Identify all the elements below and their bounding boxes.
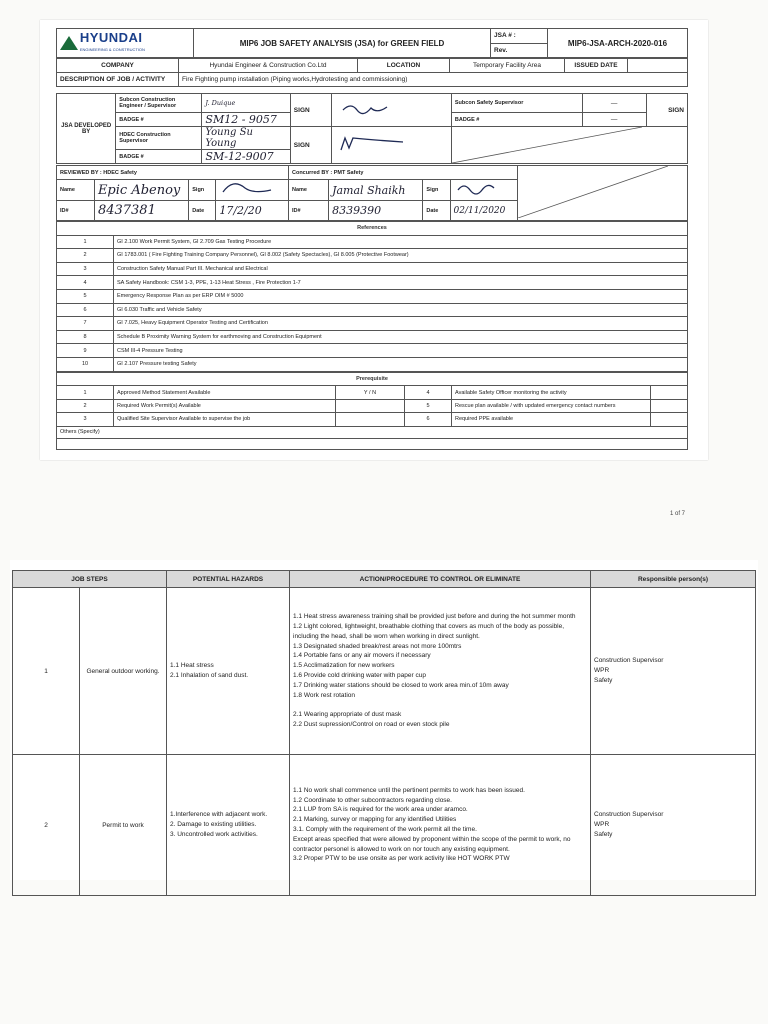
step-name: General outdoor working. [80, 588, 167, 755]
sign-label-3: SIGN [646, 94, 687, 127]
reference-row [57, 262, 688, 276]
action-item: 2.1 LUP from SA is required for the work area under aramco. [293, 806, 468, 814]
concurred-by-label: Concurred BY : PMT Safety [288, 166, 517, 180]
prerequisite-text: Required Work Permit(s) Available [114, 399, 336, 412]
reference-row [57, 357, 688, 371]
job-step-row [13, 588, 756, 755]
hazard-item: 2. Damage to existing utilities. [170, 821, 257, 829]
prerequisite-yn-2 [651, 399, 688, 412]
prerequisite-row [57, 413, 688, 426]
hazards-cell [167, 755, 290, 896]
description-value: Fire Fighting pump installation (Piping works,Hydrotesting and commissioning) [179, 73, 688, 87]
reference-text: Emergency Response Plan as per ERP OIM # 5000 [114, 289, 688, 303]
location-value: Temporary Facility Area [450, 59, 565, 73]
strike-line-2-icon [518, 166, 668, 218]
con-sign-label: Sign [423, 180, 450, 201]
logo [57, 29, 194, 58]
rev-id-label: ID# [57, 201, 95, 221]
reference-number: 10 [57, 357, 114, 371]
prerequisite-text: Approved Method Statement Available [114, 386, 336, 399]
references-table [56, 221, 688, 372]
prerequisite-number: 2 [57, 399, 114, 412]
signature-2-icon [335, 134, 415, 154]
company-value: Hyundai Engineer & Construction Co.Ltd [179, 59, 358, 73]
jsa-number: MIP6-JSA-ARCH-2020-016 [548, 29, 688, 58]
action-item: 1.5 Acclimatization for new workers [293, 662, 395, 670]
reference-row [57, 276, 688, 290]
action-item: 1.3 Designated shaded break/rest areas not more 100mtrs [293, 642, 462, 650]
reference-number: 5 [57, 289, 114, 303]
rev-name: Epic Abenoy [94, 180, 188, 201]
reference-text: Construction Safety Manual Part III. Mechanical and Electrical [114, 262, 688, 276]
others-blank [57, 438, 688, 449]
prerequisite-yn-2 [651, 413, 688, 426]
issued-date-value [628, 59, 688, 73]
action-item: 3.1. Comply with the requirement of the work permit all the time. [293, 826, 477, 833]
rev-sign-label: Sign [189, 180, 216, 201]
reference-text: CSM III-4 Pressure Testing [114, 344, 688, 358]
page-number: 1 of 7 [670, 511, 686, 517]
sign-label-2: SIGN [290, 127, 331, 164]
subcon-engineer-name: J. Duique [202, 94, 290, 113]
reference-number: 2 [57, 249, 114, 263]
review-empty [517, 166, 687, 221]
developed-by-table [56, 93, 688, 164]
action-item [293, 700, 587, 710]
company-label: COMPANY [57, 59, 179, 73]
signature-1 [332, 94, 452, 127]
step-number: 1 [13, 588, 80, 755]
actions-cell [290, 755, 591, 896]
rev-date-label: Date [189, 201, 216, 221]
badge-label-2: BADGE # [116, 150, 202, 164]
con-name: Jamal Shaikh [329, 180, 423, 201]
prerequisite-yn: Y / N [336, 386, 405, 399]
rev-id: 8437381 [94, 201, 188, 221]
page-2 [10, 560, 758, 880]
prerequisite-text-2: Available Safety Officer monitoring the activity [452, 386, 651, 399]
hazard-item: 1.Interference with adjacent work. [170, 811, 268, 819]
action-item: 1.7 Drinking water stations should be closed to work area min.of 10m away [293, 681, 509, 689]
badge-2: SM-12-9007 [202, 150, 290, 164]
reference-row [57, 235, 688, 249]
reference-text: Schedule B Proximity Warning System for earthmoving and Construction Equipment [114, 330, 688, 344]
action-item: 1.2 Light colored, lightweight, breathable clothing that covers as much of the body as possible, including the head, shall be worn when working in direct sunlight. [293, 623, 564, 640]
col-hazards: POTENTIAL HAZARDS [167, 571, 290, 588]
con-signature-icon [454, 180, 504, 198]
subcon-safety-label: Subcon Safety Supervisor [451, 94, 582, 113]
logo-text: HYUNDAI [79, 29, 143, 45]
col-actions: ACTION/PROCEDURE TO CONTROL OR ELIMINATE [290, 571, 591, 588]
con-date: 02/11/2020 [450, 201, 517, 221]
header-table [56, 28, 688, 58]
con-signature [450, 180, 517, 201]
hazard-item: 2.1 Inhalation of sand dust. [170, 672, 249, 679]
prerequisite-number-2: 6 [405, 413, 452, 426]
reference-number: 1 [57, 235, 114, 249]
step-number: 2 [13, 755, 80, 896]
action-item: 3.2 Proper PTW to be use onsite as per work activity like HOT WORK PTW [293, 855, 510, 863]
prerequisite-number-2: 4 [405, 386, 452, 399]
reference-number: 9 [57, 344, 114, 358]
location-label: LOCATION [358, 59, 450, 73]
empty-block [451, 127, 687, 164]
reference-text: GI 2.107 Pressure testing Safety [114, 357, 688, 371]
reference-text: GI 1783.001 ( Fire Fighting Training Company Personnel), GI 8.002 (Safety Spectacles), GI 8.005 (Protective Footwear) [114, 249, 688, 263]
reviewed-by-label: REVIEWED BY : HDEC Safety [57, 166, 289, 180]
prerequisite-text-2: Rescue plan available / with updated emergency contact numbers [452, 399, 651, 412]
hdec-supervisor-label: HDEC Construction Supervisor [116, 127, 202, 150]
prerequisite-number: 3 [57, 413, 114, 426]
jsa-number-label: JSA # : [491, 29, 548, 44]
reference-row [57, 344, 688, 358]
action-item: 2.1 Wearing appropriate of dust mask [293, 711, 402, 719]
responsible-cell [591, 588, 756, 755]
responsible-item: WPR [594, 667, 610, 675]
col-responsible: Responsible person(s) [591, 571, 756, 588]
action-item: 1.1 Heat stress awareness training shall be provided just before and during the hot summer month [293, 613, 576, 621]
reference-number: 3 [57, 262, 114, 276]
step-name: Permit to work [80, 755, 167, 896]
responsible-item: Construction Supervisor [594, 811, 664, 819]
rev-signature [216, 180, 289, 201]
reference-row [57, 289, 688, 303]
hazard-item: 1.1 Heat stress [170, 662, 214, 670]
others-specify: Others (Specify) [57, 426, 688, 438]
prerequisite-title: Prerequisite [57, 373, 688, 386]
signature-1-icon [335, 101, 395, 117]
con-id: 8339390 [329, 201, 423, 221]
reference-text: GI 2.100 Work Permit System, GI 2.709 Gas Testing Procedure [114, 235, 688, 249]
prerequisite-row [57, 399, 688, 412]
con-name-label: Name [288, 180, 328, 201]
hazards-cell [167, 588, 290, 755]
reference-text: GI 7.025, Heavy Equipment Operator Testing and Certification [114, 317, 688, 331]
subcon-engineer-label: Subcon Construction Engineer / Supervisor [116, 94, 202, 113]
sign-label-1: SIGN [290, 94, 331, 127]
page-1 [40, 20, 708, 460]
prerequisite-table [56, 372, 688, 450]
hdec-supervisor-name: Young Su Young [202, 127, 290, 150]
job-steps-table [12, 570, 756, 896]
rev-date: 17/2/20 [216, 201, 289, 221]
signature-2 [332, 127, 452, 164]
responsible-item: Safety [594, 830, 613, 838]
prerequisite-text-2: Required PPE available [452, 413, 651, 426]
reference-number: 8 [57, 330, 114, 344]
responsible-item: Safety [594, 676, 613, 684]
prerequisite-yn [336, 399, 405, 412]
reference-text: GI 6.030 Traffic and Vehicle Safety [114, 303, 688, 317]
con-date-label: Date [423, 201, 450, 221]
reference-number: 4 [57, 276, 114, 290]
reference-number: 6 [57, 303, 114, 317]
reference-row [57, 317, 688, 331]
action-item: Except areas specified that were allowed by proponent within the scope of the permit to work, no contractor personel is allowed to work on nor touch any existing equipment. [293, 835, 571, 853]
company-table [56, 58, 688, 87]
rev-label: Rev. [491, 43, 548, 58]
responsible-cell [591, 755, 756, 896]
responsible-item: Construction Supervisor [594, 657, 664, 665]
responsible-item: WPR [594, 821, 610, 829]
strike-line-icon [452, 127, 642, 163]
hyundai-logo-icon [60, 36, 78, 50]
prerequisite-yn-2 [651, 386, 688, 399]
badge-3-value: — [582, 113, 646, 127]
action-item: 1.8 Work rest rotation [293, 691, 356, 699]
job-step-row [13, 755, 756, 896]
action-item: 1.6 Provide cold drinking water with paper cup [293, 672, 426, 679]
subcon-safety-value: — [582, 94, 646, 113]
actions-cell [290, 588, 591, 755]
action-item: 1.2 Coordinate to other subcontractors regarding close. [293, 796, 452, 804]
description-label: DESCRIPTION OF JOB / ACTIVITY [57, 73, 179, 87]
action-item: 1.4 Portable fans or any air movers if necessary [293, 652, 431, 660]
action-item: 1.1 No work shall commence until the pertinent permits to work has been issued. [293, 786, 525, 794]
prerequisite-number-2: 5 [405, 399, 452, 412]
reference-number: 7 [57, 317, 114, 331]
prerequisite-row [57, 386, 688, 399]
prerequisite-yn [336, 413, 405, 426]
badge-1: SM12 - 9057 [202, 113, 290, 127]
reference-text: SA Safety Handbook: CSM 1-3, PPE, 1-13 Heat Stress , Fire Protection 1-7 [114, 276, 688, 290]
rev-name-label: Name [57, 180, 95, 201]
reference-row [57, 330, 688, 344]
logo-sub: ENGINEERING & CONSTRUCTION [79, 46, 145, 52]
prerequisite-text: Qualified Site Supervisor Available to supervise the job [114, 413, 336, 426]
document-title: MIP6 JOB SAFETY ANALYSIS (JSA) for GREEN FIELD [194, 29, 491, 58]
issued-date-label: ISSUED DATE [565, 59, 628, 73]
prerequisite-number: 1 [57, 386, 114, 399]
action-item: 2.2 Dust supression/Control on road or even stock pile [293, 720, 450, 728]
badge-label-1: BADGE # [116, 113, 202, 127]
hazard-item: 3. Uncontrolled work activities. [170, 830, 258, 838]
con-id-label: ID# [288, 201, 328, 221]
reference-row [57, 303, 688, 317]
col-job-steps: JOB STEPS [13, 571, 167, 588]
developed-by-label: JSA DEVELOPED BY [57, 94, 116, 164]
rev-signature-icon [219, 180, 274, 198]
reference-row [57, 249, 688, 263]
badge-label-3: BADGE # [451, 113, 582, 127]
references-title: References [57, 222, 688, 236]
action-item: 2.1 Marking, survey or mapping for any identified Utilities [293, 816, 457, 824]
review-table [56, 165, 688, 221]
